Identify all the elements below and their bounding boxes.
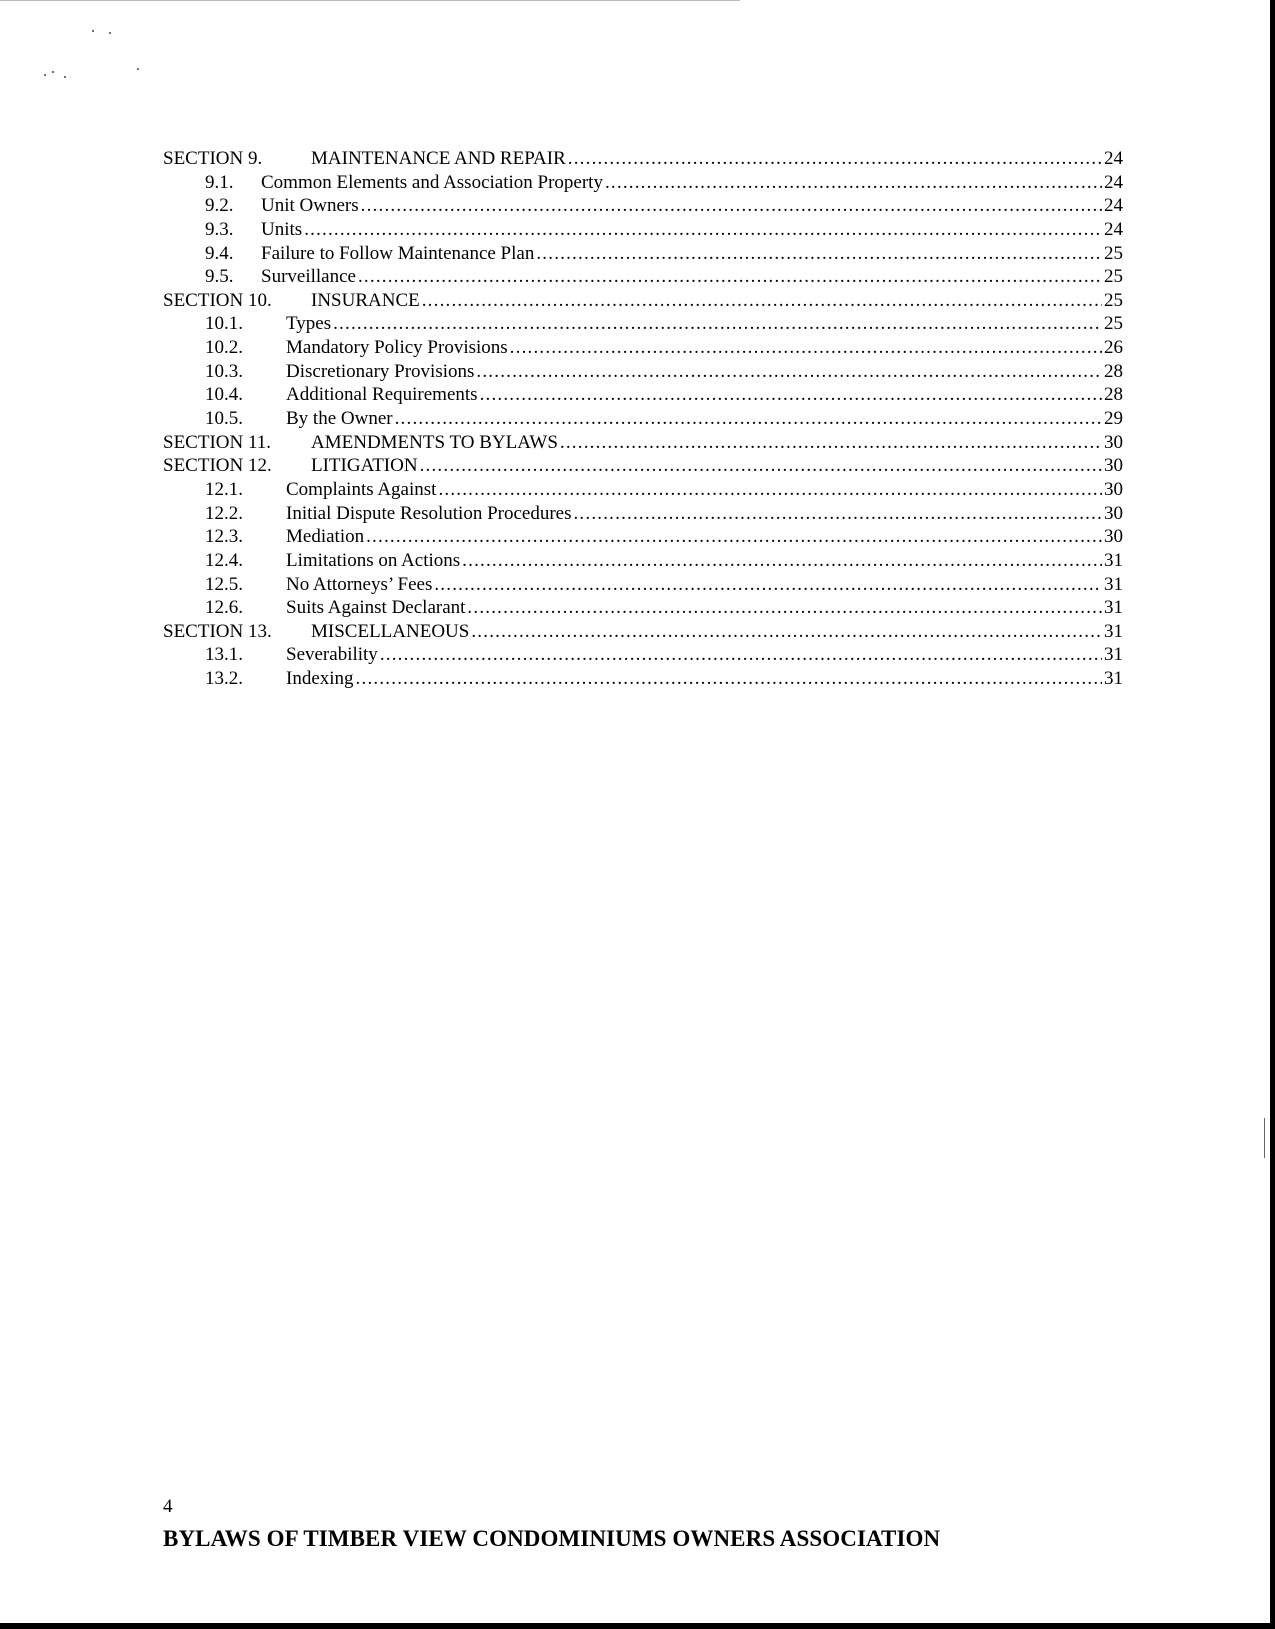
toc-dot-leader xyxy=(361,194,1102,218)
toc-entry-number: 9.5. xyxy=(205,266,234,288)
toc-entry-page: 31 xyxy=(1104,573,1123,595)
toc-entry-number: SECTION 11. xyxy=(163,431,272,453)
toc-subsection-entry xyxy=(163,336,1123,360)
toc-entry-number: SECTION 12. xyxy=(163,455,272,477)
toc-subsection-entry xyxy=(163,383,1123,407)
toc-dot-leader xyxy=(467,596,1102,620)
toc-section-entry xyxy=(163,431,1123,455)
toc-dot-leader xyxy=(356,667,1102,691)
toc-entry-title: Unit Owners xyxy=(261,195,359,217)
toc-entry-number: 9.3. xyxy=(205,218,234,240)
toc-subsection-entry xyxy=(163,407,1123,431)
toc-entry-title: MAINTENANCE AND REPAIR xyxy=(311,148,566,169)
toc-dot-leader xyxy=(366,525,1102,549)
toc-entry-page: 30 xyxy=(1104,526,1123,548)
toc-entry-page: 29 xyxy=(1104,408,1123,430)
scan-edge-mark xyxy=(1264,1118,1265,1158)
table-of-contents xyxy=(163,147,1123,691)
toc-dot-leader xyxy=(480,383,1102,407)
toc-entry-page: 30 xyxy=(1104,478,1123,500)
toc-dot-leader xyxy=(568,147,1102,171)
toc-entry-title: No Attorneys’ Fees xyxy=(286,573,433,595)
toc-subsection-entry xyxy=(163,171,1123,195)
toc-dot-leader xyxy=(560,431,1102,455)
toc-subsection-entry xyxy=(163,218,1123,242)
toc-entry-number: 10.2. xyxy=(205,337,243,359)
toc-dot-leader xyxy=(422,289,1102,313)
toc-entry-number: 10.3. xyxy=(205,360,243,382)
toc-dot-leader xyxy=(536,242,1102,266)
toc-entry-title: Mediation xyxy=(286,526,365,548)
toc-entry-number: 10.4. xyxy=(205,384,243,406)
toc-entry-number: 13.2. xyxy=(205,668,243,690)
toc-entry-title: Common Elements and Association Property xyxy=(261,171,603,193)
toc-section-entry xyxy=(163,147,1123,171)
toc-dot-leader xyxy=(304,218,1102,242)
toc-subsection-entry xyxy=(163,525,1123,549)
toc-entry-page: 28 xyxy=(1104,360,1123,382)
toc-entry-number: 12.6. xyxy=(205,597,243,619)
toc-dot-leader xyxy=(605,171,1102,195)
toc-entry-number: 9.1. xyxy=(205,171,234,193)
toc-subsection-entry xyxy=(163,667,1123,691)
toc-entry-title: Failure to Follow Maintenance Plan xyxy=(261,242,535,264)
toc-entry-page: 31 xyxy=(1104,620,1123,642)
toc-entry-title: AMENDMENTS TO BYLAWS xyxy=(311,431,558,453)
toc-section-entry xyxy=(163,454,1123,478)
toc-section-entry xyxy=(163,289,1123,313)
toc-entry-page: 25 xyxy=(1104,266,1123,288)
toc-entry-number: 12.3. xyxy=(205,526,243,548)
toc-entry-number: SECTION 13. xyxy=(163,620,272,642)
toc-entry-page: 26 xyxy=(1104,337,1123,359)
toc-entry-title: Mandatory Policy Provisions xyxy=(286,337,508,359)
toc-subsection-entry xyxy=(163,194,1123,218)
toc-entry-page: 28 xyxy=(1104,384,1123,406)
toc-entry-number: 13.1. xyxy=(205,644,243,666)
toc-entry-page: 24 xyxy=(1104,148,1123,169)
toc-entry-page: 31 xyxy=(1104,549,1123,571)
toc-dot-leader xyxy=(476,360,1102,384)
toc-entry-title: LITIGATION xyxy=(311,455,418,477)
document-title-footer: BYLAWS OF TIMBER VIEW CONDOMINIUMS OWNERS ASSOCIATION xyxy=(163,1526,941,1551)
toc-subsection-entry xyxy=(163,360,1123,384)
toc-dot-leader xyxy=(471,620,1102,644)
toc-dot-leader xyxy=(462,549,1102,573)
toc-subsection-entry xyxy=(163,265,1123,289)
toc-entry-number: 9.2. xyxy=(205,195,234,217)
toc-subsection-entry xyxy=(163,502,1123,526)
toc-dot-leader xyxy=(573,502,1102,526)
toc-entry-title: By the Owner xyxy=(286,408,393,430)
toc-entry-title: Units xyxy=(261,218,303,240)
toc-entry-title: Complaints Against xyxy=(286,478,437,500)
toc-subsection-entry xyxy=(163,596,1123,620)
toc-entry-number: 12.5. xyxy=(205,573,243,595)
toc-entry-page: 31 xyxy=(1104,597,1123,619)
toc-dot-leader xyxy=(333,312,1102,336)
toc-entry-page: 30 xyxy=(1104,431,1123,453)
toc-entry-page: 25 xyxy=(1104,313,1123,335)
toc-entry-number: 10.5. xyxy=(205,408,243,430)
toc-entry-title: Limitations on Actions xyxy=(286,549,461,571)
toc-entry-title: Severability xyxy=(286,644,378,666)
toc-entry-title: Indexing xyxy=(286,668,354,690)
toc-subsection-entry xyxy=(163,242,1123,266)
toc-subsection-entry xyxy=(163,643,1123,667)
scan-specks xyxy=(0,0,200,100)
toc-dot-leader xyxy=(510,336,1102,360)
toc-entry-title: Additional Requirements xyxy=(286,384,478,406)
toc-entry-page: 25 xyxy=(1104,289,1123,311)
toc-entry-number: SECTION 10. xyxy=(163,289,272,311)
toc-entry-page: 24 xyxy=(1104,195,1123,217)
toc-subsection-entry xyxy=(163,312,1123,336)
toc-dot-leader xyxy=(380,643,1102,667)
page-number: 4 xyxy=(163,1496,173,1517)
toc-entry-title: INSURANCE xyxy=(311,289,420,311)
toc-entry-number: 12.4. xyxy=(205,549,243,571)
toc-entry-title: Suits Against Declarant xyxy=(286,597,466,619)
toc-dot-leader xyxy=(438,478,1102,502)
toc-entry-number: 10.1. xyxy=(205,313,243,335)
toc-entry-number: SECTION 9. xyxy=(163,148,263,169)
toc-entry-page: 24 xyxy=(1104,218,1123,240)
toc-subsection-entry xyxy=(163,573,1123,597)
toc-section-entry xyxy=(163,620,1123,644)
toc-entry-title: Discretionary Provisions xyxy=(286,360,475,382)
toc-entry-page: 25 xyxy=(1104,242,1123,264)
toc-entry-number: 9.4. xyxy=(205,242,234,264)
toc-entry-page: 31 xyxy=(1104,644,1123,666)
toc-entry-title: Surveillance xyxy=(261,266,356,288)
toc-dot-leader xyxy=(434,573,1102,597)
toc-dot-leader xyxy=(395,407,1102,431)
toc-dot-leader xyxy=(358,265,1102,289)
toc-entry-page: 30 xyxy=(1104,455,1123,477)
toc-entry-title: Types xyxy=(286,313,332,335)
toc-entry-number: 12.1. xyxy=(205,478,243,500)
toc-entry-page: 31 xyxy=(1104,668,1123,690)
toc-entry-page: 30 xyxy=(1104,502,1123,524)
toc-entry-number: 12.2. xyxy=(205,502,243,524)
toc-subsection-entry xyxy=(163,478,1123,502)
toc-entry-title: Initial Dispute Resolution Procedures xyxy=(286,502,572,524)
toc-dot-leader xyxy=(420,454,1102,478)
toc-subsection-entry xyxy=(163,549,1123,573)
toc-entry-title: MISCELLANEOUS xyxy=(311,620,470,642)
toc-entry-page: 24 xyxy=(1104,171,1123,193)
